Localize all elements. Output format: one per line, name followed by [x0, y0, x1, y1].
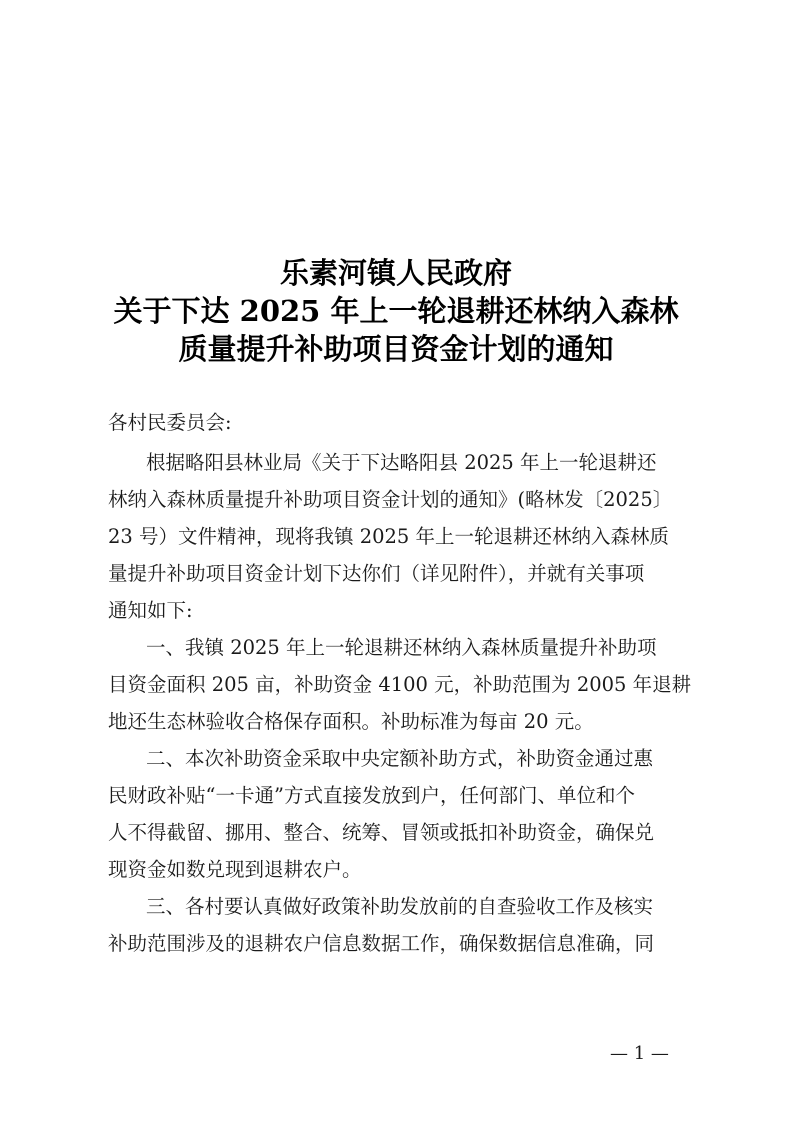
- document-title-line-1: 乐素河镇人民政府: [279, 256, 512, 290]
- body-line-3: 23 号）文件精神，现将我镇 2025 年上一轮退耕还林纳入森林质: [108, 525, 670, 548]
- body-line-9: 二、本次补助资金采取中央定额补助方式，补助资金通过惠: [146, 747, 654, 770]
- body-line-10: 民财政补贴“一卡通”方式直接发放到户，任何部门、单位和个: [108, 784, 635, 807]
- page-number: — 1 —: [610, 1043, 669, 1064]
- document-title-line-2: 关于下达 2025 年上一轮退耕还林纳入森林: [113, 294, 679, 328]
- body-line-2: 林纳入森林质量提升补助项目资金计划的通知》(略林发〔2025〕: [108, 488, 673, 511]
- document-title-line-3: 质量提升补助项目资金计划的通知: [178, 332, 614, 366]
- body-line-12: 现资金如数兑现到退耕农户。: [108, 858, 362, 881]
- body-line-6: 一、我镇 2025 年上一轮退耕还林纳入森林质量提升补助项: [146, 636, 657, 659]
- body-line-11: 人不得截留、挪用、整合、统筹、冒领或抵扣补助资金，确保兑: [108, 821, 655, 844]
- body-line-14: 补助范围涉及的退耕农户信息数据工作，确保数据信息准确，同: [108, 932, 655, 955]
- salutation: 各村民委员会:: [108, 411, 232, 434]
- body-line-8: 地还生态林验收合格保存面积。补助标准为每亩 20 元。: [108, 710, 594, 733]
- body-line-4: 量提升补助项目资金计划下达你们（详见附件），并就有关事项: [108, 562, 645, 585]
- body-line-7: 目资金面积 205 亩，补助资金 4100 元，补助范围为 2005 年退耕: [108, 673, 692, 696]
- body-line-5: 通知如下:: [108, 599, 193, 622]
- body-line-13: 三、各村要认真做好政策补助发放前的自查验收工作及核实: [146, 895, 654, 918]
- body-line-1: 根据略阳县林业局《关于下达略阳县 2025 年上一轮退耕还: [146, 451, 657, 474]
